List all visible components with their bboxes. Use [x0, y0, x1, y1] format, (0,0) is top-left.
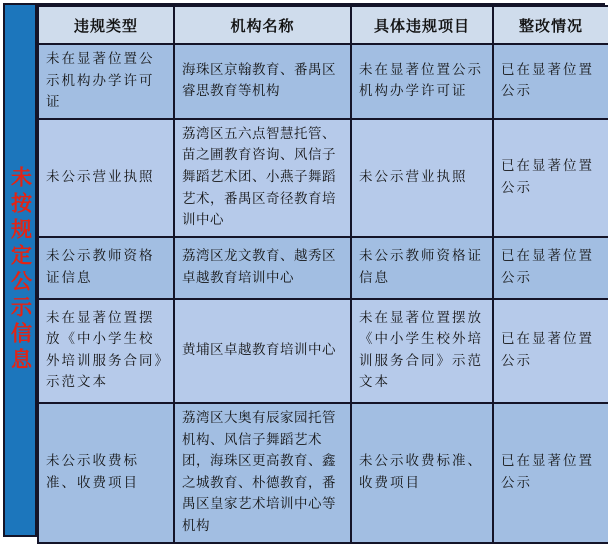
cell-rectification-status: 已在显著位置公示 [493, 44, 608, 119]
cell-rectification-status: 已在显著位置公示 [493, 299, 608, 403]
cell-specific-violation: 未公示教师资格证信息 [351, 237, 493, 299]
col-header-violation-type: 违规类型 [38, 6, 174, 44]
cell-institution-names: 海珠区京翰教育、番禺区睿思教育等机构 [174, 44, 351, 119]
table-row [38, 44, 608, 119]
cell-specific-violation: 未公示营业执照 [351, 119, 493, 237]
cell-rectification-status: 已在显著位置公示 [493, 237, 608, 299]
table-row [38, 237, 608, 299]
row-group-label: 未按规定公示信息 [8, 166, 33, 374]
cell-violation-type: 未在显著位置公示机构办学许可证 [38, 44, 174, 119]
cell-specific-violation: 未在显著位置公示机构办学许可证 [351, 44, 493, 119]
header-row [38, 6, 608, 44]
cell-specific-violation: 未在显著位置摆放《中小学生校外培训服务合同》示范文本 [351, 299, 493, 403]
cell-rectification-status: 已在显著位置公示 [493, 119, 608, 237]
cell-violation-type: 未公示收费标准、收费项目 [38, 403, 174, 543]
cell-specific-violation: 未公示收费标准、收费项目 [351, 403, 493, 543]
col-header-rectification-status: 整改情况 [493, 6, 608, 44]
cell-institution-names: 黄埔区卓越教育培训中心 [174, 299, 351, 403]
cell-violation-type: 未公示教师资格证信息 [38, 237, 174, 299]
cell-violation-type: 未在显著位置摆放《中小学生校外培训服务合同》示范文本 [38, 299, 174, 403]
cell-institution-names: 荔湾区大奥有辰家园托管机构、风信子舞蹈艺术团，海珠区更高教育、鑫之城教育、朴德教育，番禺区皇家艺术培训中心等机构 [174, 403, 351, 543]
cell-institution-names: 荔湾区龙文教育、越秀区卓越教育培训中心 [174, 237, 351, 299]
col-header-institution-name: 机构名称 [174, 6, 351, 44]
table-frame [3, 3, 605, 537]
col-header-specific-violation: 具体违规项目 [351, 6, 493, 44]
cell-institution-names: 荔湾区五六点智慧托管、苗之圃教育咨询、风信子舞蹈艺术团、小燕子舞蹈艺术，番禺区奇径教育培训中心 [174, 119, 351, 237]
row-group-header [5, 5, 37, 535]
table-row [38, 403, 608, 543]
cell-rectification-status: 已在显著位置公示 [493, 403, 608, 543]
cell-violation-type: 未公示营业执照 [38, 119, 174, 237]
violations-table [37, 5, 608, 544]
table-row [38, 299, 608, 403]
table-row [38, 119, 608, 237]
